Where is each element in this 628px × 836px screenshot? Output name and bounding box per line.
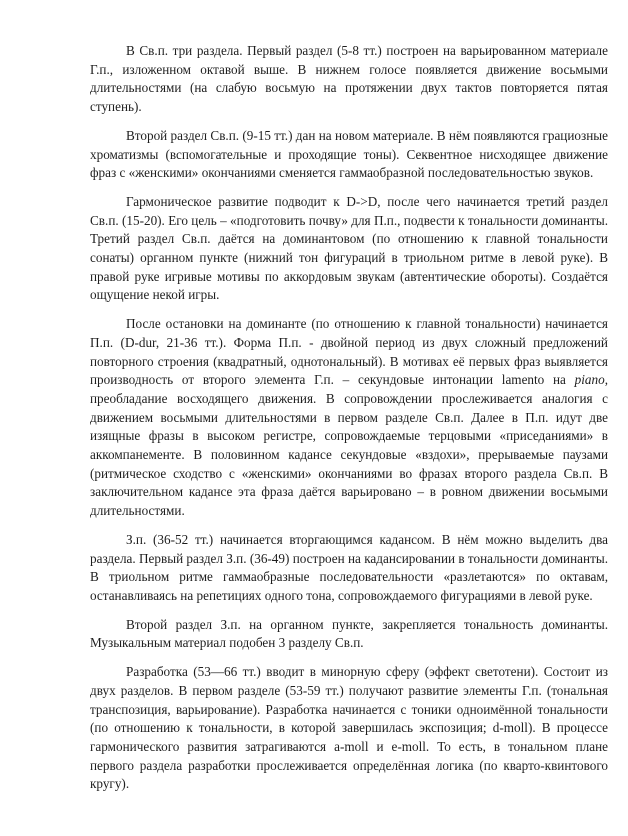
paragraph-3: Гармоническое развитие подводит к D->D, после чего начинается третий раздел Св.п. (15-20). Его цель – «подготовить почву» для П.п., подвести к тональности доминанты. Третий раздел Св.п. даётся на доминантовом (по отношению к главной тональности сонаты) органном пункте (нижний тон фигураций в триольном ритме в левой руке). В правой руке игривые мотивы по аккордовым звукам (автентические обороты). Создаётся ощущение некой игры. [90,193,608,303]
paragraph-4: После остановки на доминанте (по отношению к главной тональности) начинается П.п. (D-dur, 21-36 тт.). Форма П.п. - двойной период из двух сложный предложений повторного строения (квадратный, однотональный). В мотивах её первых фраз выявляется производность от второго элемента Г.п. – секундовые интонации lamento на piano, преобладание восходящего движения. В сопровождении прослеживается аналогия с движением восьмыми длительностями в первом разделе Св.п. Далее в П.п. идут две изящные фразы в высоком регистре, сопровождаемые терцовыми «приседаниями» в аккомпанементе. В половинном кадансе секундовые «вздохи», прерываемые паузами (ритмическое сходство с «женскими» окончаниями во фразах второго раздела Св.п. В заключительном кадансе эта фраза даётся варьировано – в ровном движении восьмыми длительностями. [90,316,608,519]
paragraph-5: З.п. (36-52 тт.) начинается вторгающимся кадансом. В нём можно выделить два раздела. Первый раздел З.п. (36-49) построен на кадансировании в тональности доминанты. В триольном ритме гаммаобразные последовательности «разлетаются» по октавам, останавливаясь на репетициях одного тона, сопровождаемого фигурациями в левой руке. [90,531,608,603]
paragraph-7: Разработка (53—66 тт.) вводит в минорную сферу (эффект светотени). Состоит из двух разделов. В первом разделе (53-59 тт.) получают развитие элементы Г.п. (тональная транспозиция, варьирование). Разработка начинается с тоники одноимённой тональности (по отношению к тональности, в которой завершилась экспозиция; d-moll). В процессе гармонического развития затрагиваются a-moll и e-moll. То есть, в тональном плане первого раздела разработки прослеживается определённая логика (по кварто-квинтового кругу). [90,664,608,792]
paragraph-6: Второй раздел З.п. на органном пункте, закрепляется тональность доминанты. Музыкальным материал подобен 3 разделу Св.п. [90,616,608,651]
paragraph-2: Второй раздел Св.п. (9-15 тт.) дан на новом материале. В нём появляются грациозные хроматизмы (вспомогательные и проходящие тоны). Секвентное нисходящее движение фраз с «женскими» окончаниями сменяется гаммаобразной последовательностью звуков. [90,127,608,181]
document-body [90,42,608,804]
paragraph-1: В Св.п. три раздела. Первый раздел (5-8 тт.) построен на варьированном материале Г.п., изложенном октавой выше. В нижнем голосе появляется движение восьмыми длительностями (на слабую восьмую на протяжении двух тактов повторяется пятая ступень). [90,43,608,115]
